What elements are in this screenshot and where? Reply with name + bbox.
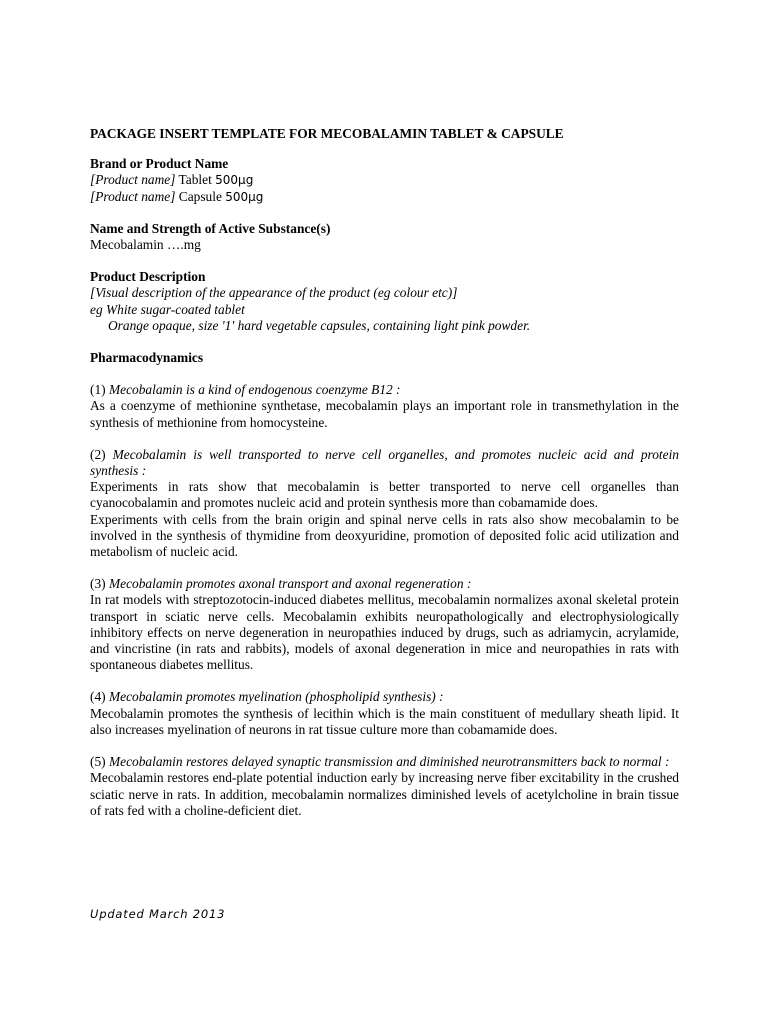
product-description-heading: Product Description [90,269,206,285]
description-line-3: Orange opaque, size '1' hard vegetable capsules, containing light pink powder. [108,317,531,333]
brand-section [90,156,679,205]
active-substance-text: Mecobalamin ….mg [90,237,201,253]
capsule-strength: 500μg [225,189,264,204]
pharmacodynamics-section [90,350,679,819]
brand-capsule-line [90,189,679,205]
pd-item-title: (2) Mecobalamin is well transported to nerve cell organelles, and promotes nucleic acid and protein synthesis : [90,446,680,479]
description-line-1: [Visual description of the appearance of the product (eg colour etc)] [90,285,458,301]
pd-item-paragraph: Mecobalamin restores end-plate potential induction early by increasing nerve fiber excitability in the crushed sciatic nerve in rats. In addition, mecobalamin normalizes diminished levels of acetylcholine in brain tissue of rats fed with a choline-deficient diet. [90,770,679,818]
pd-item-paragraph: Experiments in rats show that mecobalamin is better transported to nerve cell organelles than cyanocobalamin and promotes nucleic acid and protein synthesis more than cobamamide does. [90,479,679,511]
updated-date-footer: Updated March 2013 [90,907,226,921]
product-description-section [90,269,679,334]
active-substance-section [90,221,679,253]
capsule-text: Capsule [175,188,226,204]
active-substance-heading: Name and Strength of Active Substance(s) [90,220,331,236]
pd-item [90,689,679,738]
document-body [90,126,679,819]
tablet-strength: 500μg [215,173,254,188]
document-title: PACKAGE INSERT TEMPLATE FOR MECOBALAMIN TABLET & CAPSULE [90,126,564,141]
pd-item [90,447,679,560]
product-name-placeholder: [Product name] [90,172,176,188]
pd-item [90,576,679,673]
pd-item-paragraph: Experiments with cells from the brain origin and spinal nerve cells in rats also show mecobalamin to be involved in the synthesis of thymidine from deoxyuridine, promotion of deposited folic acid utilization and metabolism of nucleic acid. [90,511,679,560]
product-name-placeholder: [Product name] [90,188,176,204]
pd-item [90,382,679,431]
brand-heading: Brand or Product Name [90,156,229,172]
description-line-2: eg White sugar-coated tablet [90,301,245,317]
pd-item-title: (5) Mecobalamin restores delayed synaptic transmission and diminished neurotransmitters back to normal : [90,754,670,770]
pd-item-title: (1) Mecobalamin is a kind of endogenous coenzyme B12 : [90,382,401,398]
pd-item-paragraph: As a coenzyme of methionine synthetase, mecobalamin plays an important role in transmethylation in the synthesis of methionine from homocysteine. [90,398,679,430]
pd-item-title: (3) Mecobalamin promotes axonal transport and axonal regeneration : [90,576,472,592]
pd-item [90,754,679,819]
pd-item-title: (4) Mecobalamin promotes myelination (phospholipid synthesis) : [90,689,444,705]
pharmacodynamics-heading: Pharmacodynamics [90,350,204,366]
tablet-text: Tablet [175,172,216,188]
pd-item-paragraph: In rat models with streptozotocin-induced diabetes mellitus, mecobalamin normalizes axonal skeletal protein transport in sciatic nerve cells. Mecobalamin exhibits neuropathologically and electrophysiologically inhibitory effects on nerve degeneration in neuropathies induced by drugs, such as adriamycin, acrylamide, and vincristine (in rats and rabbits), models of axonal degeneration in mice and neuropathies in rats with spontaneous diabetes mellitus. [90,592,679,673]
brand-tablet-line [90,172,679,188]
pd-item-paragraph: Mecobalamin promotes the synthesis of lecithin which is the main constituent of medullary sheath lipid. It also increases myelination of neurons in rat tissue culture more than cobamamide does. [90,705,679,737]
